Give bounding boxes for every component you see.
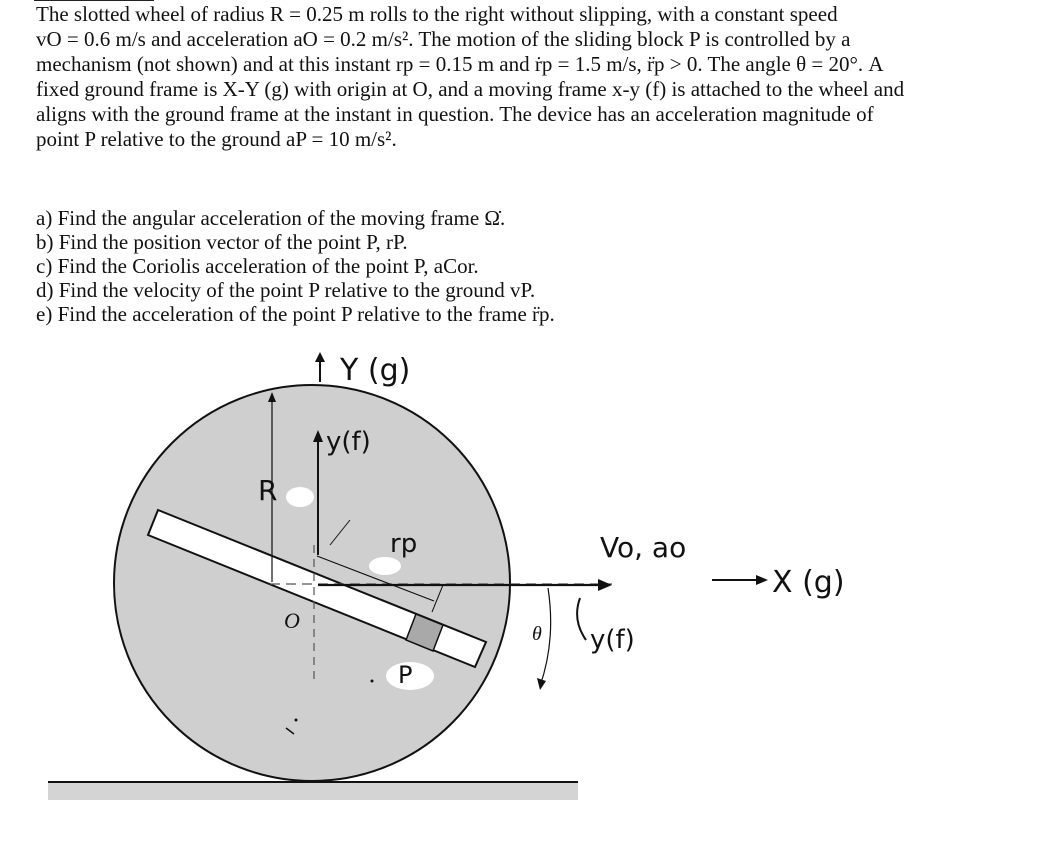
velocity-arrowhead [598,579,612,591]
question-a: a) Find the angular acceleration of the moving frame Ω̇. [36,206,506,230]
frame-hook [577,598,586,640]
question-b: b) Find the position vector of the point P, rP. [36,230,408,254]
whiteout-mark [286,487,314,507]
question-e: e) Find the acceleration of the point P relative to the frame r̈p. [36,302,555,326]
problem-line: aligns with the ground frame at the instant in question. The device has an acceleration magnitude of [36,102,874,126]
R-label: R [258,474,278,507]
X-axis-label: X (g) [772,565,845,600]
problem-line: vO = 0.6 m/s and acceleration aO = 0.2 m/s². The motion of the sliding block P is controlled by a [36,27,851,51]
theta-arrowhead [537,678,546,690]
problem-line: fixed ground frame is X-Y (g) with origin at O, and a moving frame x-y (f) is attached to the wheel and [36,77,905,101]
velocity-label: Vo, ao [600,531,687,564]
theta-label: θ [532,623,542,645]
problem-line: mechanism (not shown) and at this instant rp = 0.15 m and ṙp = 1.5 m/s, r̈p > 0. The angle θ = 20°. A [36,52,884,76]
problem-line: The slotted wheel of radius R = 0.25 m rolls to the right without slipping, with a constant speed [36,2,838,26]
origin-label: O [284,608,300,633]
question-c: c) Find the Coriolis acceleration of the point P, aCor. [36,254,479,278]
Y-axis-label: Y (g) [340,353,411,388]
rp-label: rp [390,529,418,559]
ground-shade [48,782,578,800]
x-frame-label: y(f) [590,625,635,655]
dot-mark [295,719,298,722]
X-axis-arrowhead [756,575,768,585]
whiteout-mark [369,557,401,575]
question-d: d) Find the velocity of the point P relative to the ground vP. [36,278,536,302]
dot-mark [371,680,374,683]
Y-axis-arrowhead [315,352,325,362]
P-label: P [398,661,413,689]
problem-line: point P relative to the ground aP = 10 m/s². [36,127,397,151]
y-frame-label: y(f) [326,427,371,457]
